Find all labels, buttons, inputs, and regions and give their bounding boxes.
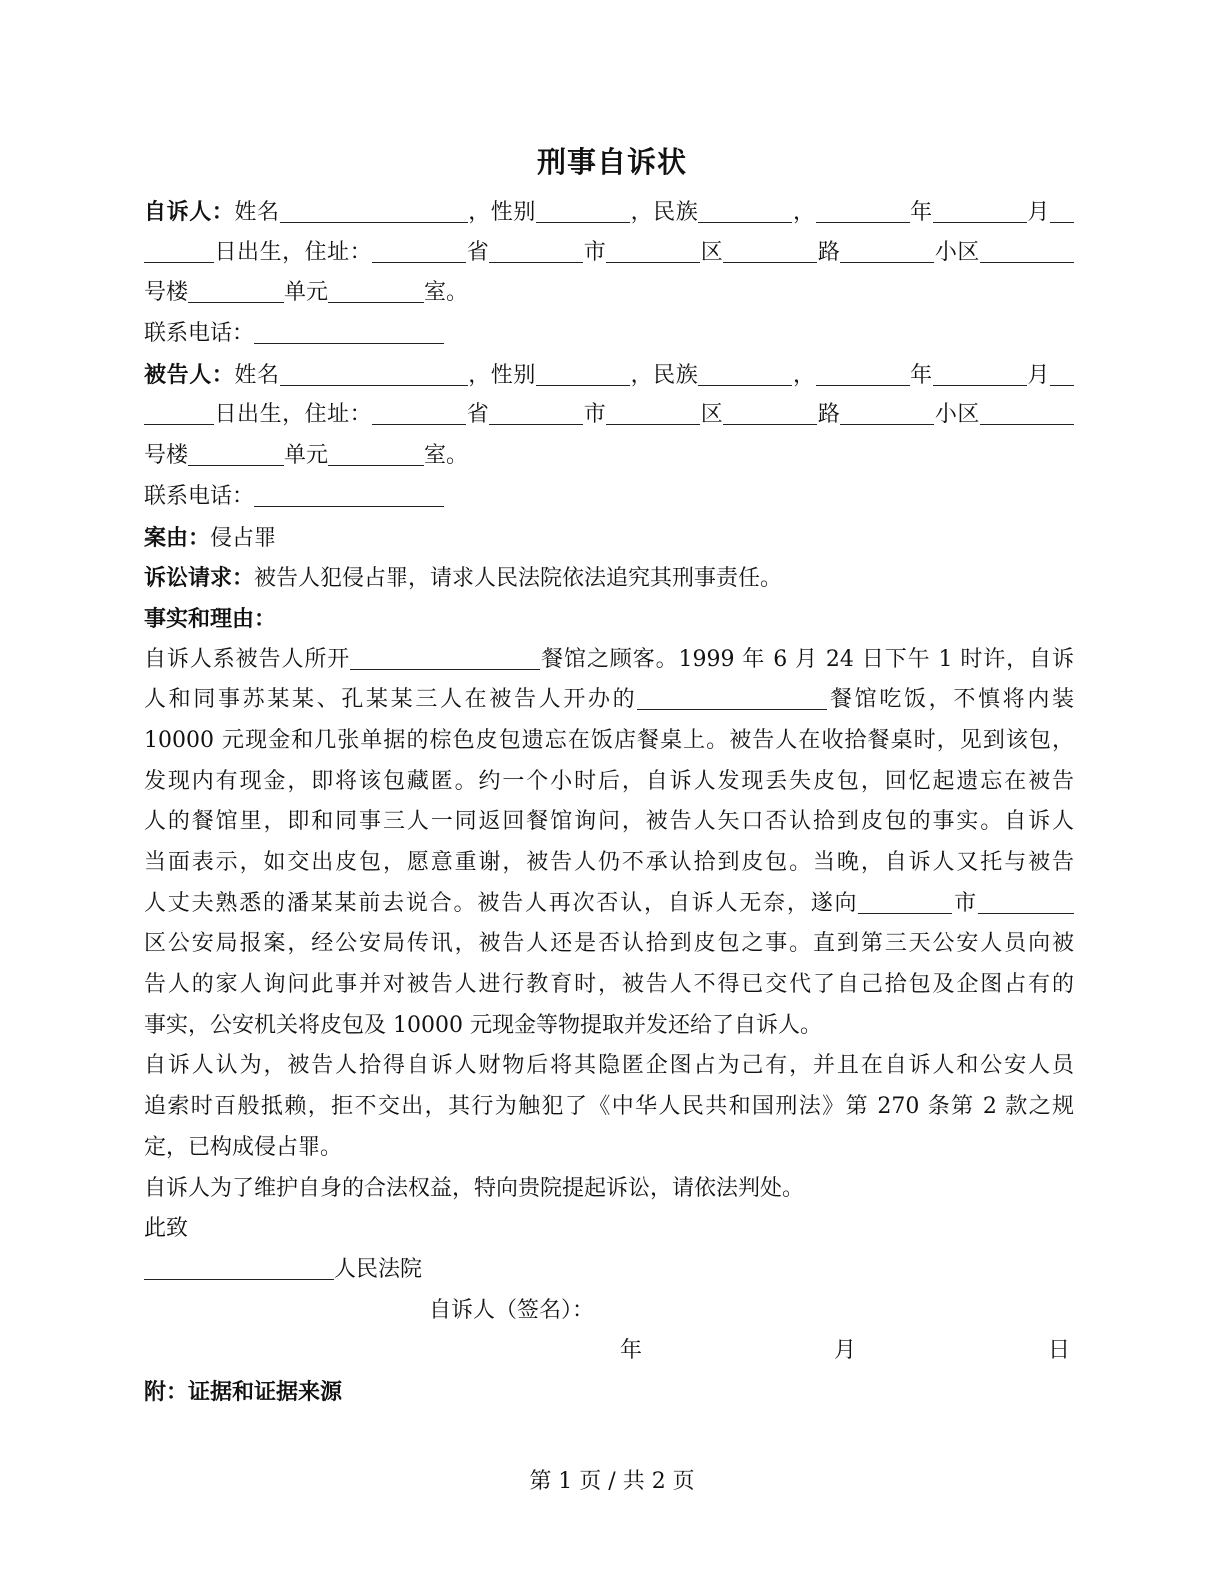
defendant-road-blank[interactable] bbox=[723, 401, 817, 425]
page-footer: 第 1 页 / 共 2 页 bbox=[529, 1469, 695, 1494]
plaintiff-name-blank[interactable] bbox=[280, 199, 468, 223]
plaintiff-line-3: 号楼 单元 室。 bbox=[144, 280, 469, 306]
request-line: 自诉人为了维护自身的合法权益，特向贵院提起诉讼，请依法判处。 bbox=[144, 1175, 805, 1201]
plaintiff-room-blank[interactable] bbox=[328, 279, 424, 303]
defendant-birth-year-blank[interactable] bbox=[816, 362, 910, 386]
date-year: 年 bbox=[620, 1338, 643, 1364]
defendant-city-blank[interactable] bbox=[489, 401, 583, 425]
signature-line: 自诉人（签名）： bbox=[429, 1297, 595, 1323]
defendant-name-blank[interactable] bbox=[280, 362, 468, 386]
defendant-building-blank-a[interactable] bbox=[980, 401, 1074, 425]
claim-text: 被告人犯侵占罪，请求人民法院依法追究其刑事责任。 bbox=[254, 566, 783, 592]
defendant-birth-day-blank-b[interactable] bbox=[144, 401, 214, 425]
restaurant-name-blank-1[interactable] bbox=[350, 646, 540, 670]
attachment-heading: 附：证据和证据来源 bbox=[144, 1378, 343, 1405]
facts-line-1: 自诉人系被告人所开 餐馆之顾客。1999 年 6 月 24 日下午 1 时许，自诉 bbox=[144, 646, 1074, 672]
facts-line-10: 事实，公安机关将皮包及 10000 元现金等物提取并发还给了自诉人。 bbox=[144, 1012, 822, 1038]
facts-line-7: 人丈夫熟悉的潘某某前去说合。被告人再次否认，自诉人无奈，遂向 市 bbox=[144, 884, 1074, 925]
plaintiff-province-blank[interactable] bbox=[372, 239, 466, 263]
defendant-label: 被告人： bbox=[144, 361, 235, 388]
court-name-blank[interactable] bbox=[144, 1256, 334, 1280]
document-body bbox=[144, 192, 1074, 1413]
plaintiff-label: 自诉人： bbox=[144, 199, 235, 225]
plaintiff-ethnicity-blank[interactable] bbox=[698, 199, 792, 223]
defendant-phone-line: 联系电话： bbox=[144, 477, 1074, 518]
defendant-gender-blank[interactable] bbox=[536, 362, 630, 386]
plaintiff-birth-day-blank-a[interactable] bbox=[1050, 199, 1074, 223]
facts-line-4: 发现内有现金，即将该包藏匿。约一个小时后，自诉人发现丢失皮包，回忆起遗忘在被告 bbox=[144, 768, 1074, 794]
date-day: 日 bbox=[1048, 1338, 1071, 1364]
defendant-phone-blank[interactable] bbox=[254, 483, 444, 507]
city-blank[interactable] bbox=[858, 890, 952, 914]
defendant-line-3: 号楼 单元 室。 bbox=[144, 443, 469, 469]
plaintiff-community-prefix-blank[interactable] bbox=[840, 239, 934, 263]
claim-label: 诉讼请求： bbox=[144, 565, 255, 592]
defendant-birth-month-blank[interactable] bbox=[933, 362, 1027, 386]
defendant-province-blank[interactable] bbox=[372, 401, 466, 425]
defendant-line-1: 被告人：姓名 ，性别 ，民族 ， 年 月 bbox=[144, 355, 1074, 396]
reason-line-1: 自诉人认为，被告人拾得自诉人财物后将其隐匿企图占为己有，并且在自诉人和公安人员 bbox=[144, 1053, 1074, 1079]
plaintiff-birth-month-blank[interactable] bbox=[933, 199, 1027, 223]
reason-line-2: 追索时百般抵赖，拒不交出，其行为触犯了《中华人民共和国刑法》第 270 条第 2 款之规 bbox=[144, 1094, 1074, 1120]
facts-line-6: 当面表示，如交出皮包，愿意重谢，被告人仍不承认拾到皮包。当晚，自诉人又托与被告 bbox=[144, 850, 1074, 875]
defendant-community-prefix-blank[interactable] bbox=[840, 401, 934, 425]
facts-line-9: 告人的家人询问此事并对被告人进行教育时，被告人不得已交代了自己拾包及企图占有的 bbox=[144, 972, 1074, 998]
date-month: 月 bbox=[834, 1338, 857, 1364]
facts-line-2: 人和同事苏某某、孔某某三人在被告人开办的 餐馆吃饭，不慎将内装 bbox=[144, 687, 1074, 713]
plaintiff-district-blank[interactable] bbox=[606, 239, 700, 263]
plaintiff-birth-day-blank-b[interactable] bbox=[144, 239, 214, 263]
plaintiff-unit-blank[interactable] bbox=[188, 279, 284, 303]
restaurant-name-blank-2[interactable] bbox=[637, 686, 827, 710]
plaintiff-line-2: 日出生，住址： 省 市 区 路 小区 bbox=[144, 233, 1074, 274]
court-line: 人民法院 bbox=[144, 1250, 1074, 1291]
document-title: 刑事自诉状 bbox=[536, 145, 687, 179]
facts-heading: 事实和理由： bbox=[144, 605, 277, 632]
plaintiff-birth-year-blank[interactable] bbox=[816, 199, 910, 223]
facts-line-8: 区公安局报案，经公安局传讯，被告人还是否认拾到皮包之事。直到第三天公安人员向被 bbox=[144, 931, 1074, 957]
cause-label: 案由： bbox=[144, 524, 211, 551]
plaintiff-line-1: 自诉人：姓名 ，性别 ，民族 ， 年 月 bbox=[144, 192, 1074, 233]
district-blank[interactable] bbox=[978, 890, 1074, 914]
defendant-unit-blank[interactable] bbox=[188, 442, 284, 466]
closing-line: 此致 bbox=[144, 1216, 189, 1242]
plaintiff-phone-blank[interactable] bbox=[254, 320, 444, 344]
plaintiff-city-blank[interactable] bbox=[489, 239, 583, 263]
claim-line bbox=[144, 558, 1074, 599]
plaintiff-building-blank-a[interactable] bbox=[980, 239, 1074, 263]
plaintiff-phone-line: 联系电话： bbox=[144, 314, 1074, 355]
cause-line bbox=[144, 518, 1074, 559]
facts-line-5: 人的餐馆里，即和同事三人一同返回餐馆询问，被告人矢口否认拾到皮包的事实。自诉人 bbox=[144, 809, 1074, 835]
facts-line-3: 10000 元现金和几张单据的棕色皮包遗忘在饭店餐桌上。被告人在收拾餐桌时，见到该包， bbox=[144, 727, 1074, 753]
defendant-district-blank[interactable] bbox=[606, 401, 700, 425]
plaintiff-road-blank[interactable] bbox=[723, 239, 817, 263]
defendant-ethnicity-blank[interactable] bbox=[698, 362, 792, 386]
cause-text: 侵占罪 bbox=[210, 525, 277, 551]
reason-line-3: 定，已构成侵占罪。 bbox=[144, 1134, 343, 1160]
defendant-birth-day-blank-a[interactable] bbox=[1050, 362, 1074, 386]
date-line bbox=[144, 1331, 1074, 1372]
defendant-room-blank[interactable] bbox=[328, 442, 424, 466]
plaintiff-gender-blank[interactable] bbox=[536, 199, 630, 223]
defendant-line-2: 日出生，住址： 省 市 区 路 小区 bbox=[144, 395, 1074, 436]
